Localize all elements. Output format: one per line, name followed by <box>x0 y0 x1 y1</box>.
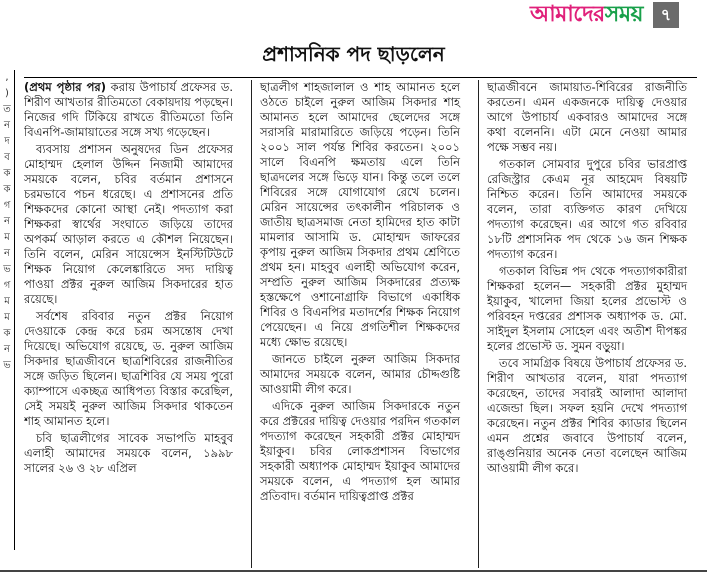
page-number: ৭ <box>653 2 679 28</box>
fragment-10: ম <box>4 232 10 243</box>
bottom-divider <box>0 570 707 572</box>
fragment-6: ক <box>3 168 11 179</box>
fragment-2: ত <box>3 104 11 115</box>
article-column-3 <box>478 80 693 568</box>
paragraph: সর্বশেষ রবিবার নতুন প্রক্টর নিয়োগ দেওয়াকে কেন্দ্র করে চরম অসন্তোষ দেখা দিয়েছে। অভিযোগ রয়েছে, ড. নুরুল আজিম সিকদার ছাত্রজীবনে ছাত্রশিবিরের রাজনীতির সঙ্গে জড়িত ছিলেন। ছাত্রশিবির যে সময় পুরো ক্যাম্পাসে একচ্ছত্র আধিপত্য বিস্তার করেছিল, সেই সময়ই নুরুল আজিম সিকদার থাকতেন শাহ আমানত হলে। <box>24 309 233 428</box>
masthead <box>530 0 679 30</box>
paragraph: গতকাল বিভিন্ন পদ থেকে পদত্যাগকারীরা শিক্ষকরা হলেন— সহকারী প্রক্টর মুহাম্মদ ইয়াকুব, খালেদা জিয়া হলের প্রভোস্ট ও পরিবহন দপ্তরের প্রশাসক অধ্যাপক ড. মো. সাইদুল ইসলাম সোহেল এবং অতীশ দীপঙ্কর হলের প্রভোস্ট ড. সুমন বড়ুয়া। <box>487 264 687 353</box>
fragment-16: ক <box>3 328 11 339</box>
fragment-17: ন <box>4 344 10 355</box>
fragment-3: ন <box>4 120 10 131</box>
fragment-1: ) <box>5 88 9 99</box>
fragment-7: ক <box>3 184 11 195</box>
fragment-12: ভ <box>3 264 11 275</box>
fragment-13: গ <box>3 280 11 291</box>
fragment-9: ন <box>4 216 10 227</box>
brand-main: আমাদের <box>530 0 605 27</box>
paragraph: গতকাল সোমবার দুপুরে চবির ভারপ্রাপ্ত রেজিস্ট্রার কেএম নূর আহমেদ বিষয়টি নিশ্চিত করেন। তিনি আমাদের সময়কে বলেন, তারা ব্যক্তিগত কারণ দেখিয়ে পদত্যাগ করেছেন। এর আগে গত রবিবার ১৮টি প্রশাসনিক পদ থেকে ১৬ জন শিক্ষক পদত্যাগ করেন। <box>487 157 687 261</box>
adjacent-column-fragment <box>0 70 15 550</box>
brand-accent: সময় <box>604 0 643 27</box>
fragment-5: ব <box>4 152 10 163</box>
brand-logo <box>530 0 643 34</box>
paragraph <box>24 80 233 140</box>
paragraph: ছাত্রলীগ শাহজালাল ও শাহ আমানত হলে ওঠতে চাইলে নুরুল আজিম সিকদার শাহ আমানত হলে আমাদের ছেলেদের সঙ্গে সরাসরি মারামারিতে জড়িয়ে পড়েন। তিনি ২০০১ সাল পর্যন্ত শিবির করতেন। ২০০১ সালে বিএনপি ক্ষমতায় এলে তিনি ছাত্রদলের সঙ্গে ভিড়ে যান। কিন্তু তলে তলে শিবিরের সঙ্গে যোগাযোগ রেখে চলেন। মেরিন সায়েন্সের তৎকালীন পরিচালক ও জাতীয় ছাত্রসমাজ নেতা হামিদের হাত কাটা মামলার আসামি ড. মোহাম্মদ জাফরের কৃপায় নুরুল আজিম সিকদার প্রথম শ্রেণিতে প্রথম হন। মাহবুব এলাহী অভিযোগ করেন, সম্প্রতি নুরুল আজিম সিকদারের প্রত্যক্ষ হস্তক্ষেপে ওশানোগ্রাফি বিভাগে একাধিক শিবির ও বিএনপির মতাদর্শের শিক্ষক নিয়োগ পেয়েছেন। এ নিয়ে প্রগতিশীল শিক্ষকদের মধ্যে ক্ষোভ রয়েছে। <box>260 80 460 349</box>
fragment-8: গ <box>3 200 11 211</box>
fragment-11: ন <box>4 248 10 259</box>
paragraph: চবি ছাত্রলীগের সাবেক সভাপতি মাহবুব এলাহী আমাদের সময়কে বলেন, ১৯৯৮ সালের ২৬ ও ২৮ এপ্রিল <box>24 431 233 475</box>
paragraph: ছাত্রজীবনে জামায়াত-শিবিরের রাজনীতি করতেন। এমন একজনকে দায়িত্ব দেওয়ার আগে উপাচার্য একবারও আমাদের সঙ্গে কথা বলেননি। এটা মেনে নেওয়া আমার পক্ষে সম্ভব নয়। <box>487 80 687 154</box>
fragment-4: দ <box>4 136 10 147</box>
article-headline: প্রশাসনিক পদ ছাড়লেন <box>262 42 445 66</box>
fragment-18: ভ <box>3 360 11 371</box>
article-column-2 <box>251 80 466 568</box>
paragraph: জানতে চাইলে নুরুল আজিম সিকদার আমাদের সময়কে বলেন, আমার চৌদ্দগুষ্টি আওয়ামী লীগ করে। <box>260 352 460 396</box>
fragment-15: ম <box>4 312 10 323</box>
article-column-1 <box>24 80 239 568</box>
fragment-0: , <box>5 72 9 83</box>
paragraph-text: করায় উপাচার্য প্রফেসর ড. শিরীণ আখতার রীতিমতো বেকায়দায় পড়ছেন। নিজের গদি টিকিয়ে রাখতে রীতিমতো তিনি বিএনপি-জামায়াতের সঙ্গে সখ্য গড়েছেন। <box>24 80 234 139</box>
headline-divider <box>24 77 697 78</box>
paragraph: এদিকে নুরুল আজিম সিকদারকে নতুন করে প্রক্টরের দায়িত্ব দেওয়ার পরদিন গতকাল পদত্যাগ করেছেন সহকারী প্রক্টর মোহাম্মদ ইয়াকুব। চবির লোকপ্রশাসন বিভাগের সহকারী অধ্যাপক মোহাম্মদ ইয়াকুব আমাদের সময়কে বলেন, এ পদত্যাগ হল আমার প্রতিবাদ। বর্তমান দায়িত্বপ্রাপ্ত প্রক্টর <box>260 399 460 503</box>
paragraph: ব্যবসায় প্রশাসন অনুষদের ডিন প্রফেসর মোহাম্মদ হেলাল উদ্দিন নিজামী আমাদের সময়কে বলেন, চবির বর্তমান প্রশাসনে চরমভাবে পচন ধরেছে। এ প্রশাসনের প্রতি শিক্ষকদের কোনো আস্থা নেই। পদত্যাগ করা শিক্ষকরা স্বার্থের সংঘাতে জড়িয়ে তাদের অপকর্ম আড়াল করতে এ কৌশল নিয়েছেন। তিনি বলেন, মেরিন সায়েন্সেস ইনস্টিটিউটে শিক্ষক নিয়োগ কেলেঙ্কারিতে সদ্য দায়িত্ব পাওয়া প্রক্টর নুরুল আজিম সিকদারের হাত রয়েছে। <box>24 142 233 306</box>
continuation-label: (প্রথম পৃষ্ঠার পর) <box>24 80 107 94</box>
article-body <box>24 80 693 568</box>
paragraph: তবে সামগ্রিক বিষয়ে উপাচার্য প্রফেসর ড. শিরীণ আখতার বলেন, যারা পদত্যাগ করেছেন, তাদের সবারই আলাদা আলাদা এজেন্ডা ছিল। সফল হয়নি দেখে পদত্যাগ করেছেন। নতুন প্রক্টর শিবির ক্যাডার ছিলেন এমন প্রশ্নের জবাবে উপাচার্য বলেন, রাঙ্গুনিয়ার অনেক নেতা বলেছেন আজিম আওয়ামী লীগ করে। <box>487 356 687 475</box>
fragment-14: ম <box>4 296 10 307</box>
